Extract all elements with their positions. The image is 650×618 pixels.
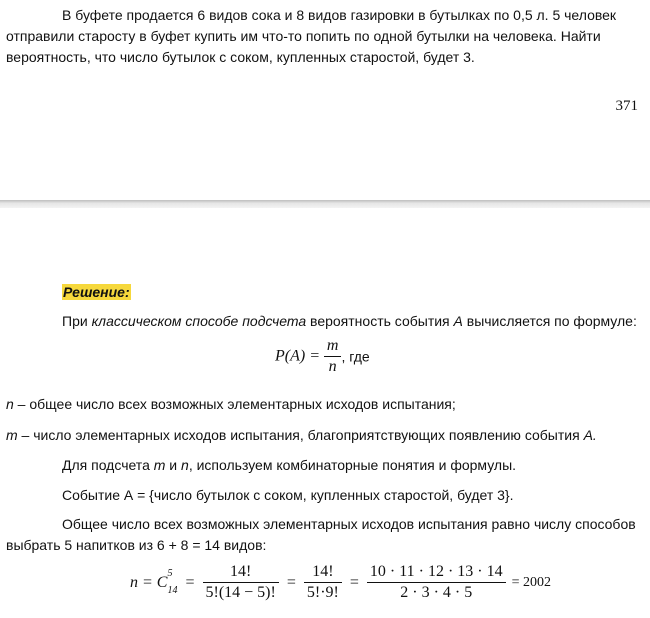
fraction-3-denominator: 2 · 3 · 4 · 5 [400,584,473,601]
page-372 [0,208,650,618]
combination-symbol: n = C [130,573,168,591]
definition-m-event: A. [583,427,597,443]
combination-fraction-2 [304,563,342,602]
fraction-1-denominator: 5!(14 − 5)! [205,584,276,601]
intro-italic-term: классическом способе подсчета [91,313,307,329]
fraction-2-numerator: 14! [304,563,342,583]
combination-fraction-3 [367,563,506,602]
intro-text-middle: вероятность события [306,313,454,329]
combination-calculation [130,563,551,617]
combinatorics-text-start: Для подсчета [62,457,154,473]
fraction-1-numerator: 14! [203,563,279,583]
total-outcomes-line-2: выбрать 5 напитков из 6 + 8 = 14 видов: [6,537,267,553]
intro-text-start: При [62,313,92,329]
combination-fraction-1 [203,563,279,602]
combination-result: = 2002 [511,574,552,590]
formula-lhs: P(A) = [275,347,320,365]
solution-heading: Решение: [63,284,130,300]
definition-m [6,427,597,443]
formula-denominator: n [328,358,337,375]
equals-sign-3: = [349,573,359,591]
intro-paragraph [62,313,637,329]
definition-n [6,396,456,412]
total-outcomes-line-1: Общее число всех возможных элементарных исходов испытания равно числу способов [62,516,636,532]
combination-lhs [130,567,178,596]
page-number: 371 [615,98,638,114]
combination-superscript: 5 [167,567,173,579]
event-definition: Событие А = {число бутылок с соком, купленных старостой, будет 3}. [62,487,514,503]
equals-sign-2: = [286,573,296,591]
fraction-3-numerator: 10 · 11 · 12 · 13 · 14 [367,563,506,583]
page-separator [0,200,650,208]
definition-n-symbol: n [6,396,14,412]
formula-numerator: m [324,337,342,357]
combination-subscript: 14 [167,584,178,596]
combinatorics-n: n [181,457,189,473]
definition-m-text: – число элементарных исходов испытания, благоприятствующих появлению события [17,427,584,443]
intro-text-end: вычисляется по формуле: [462,313,637,329]
combinatorics-text-end: , используем комбинаторные понятия и формулы. [188,457,517,473]
definition-m-symbol: m [6,427,18,443]
intro-event-symbol: A [453,313,463,329]
formula-fraction [324,337,342,376]
combinatorics-and: и [165,457,182,473]
combinatorics-paragraph [62,457,516,473]
probability-formula [275,337,370,389]
formula-suffix: , где [341,348,370,365]
problem-line-3: вероятность, что число бутылок с соком, купленных старостой, будет 3. [6,49,475,65]
definition-n-text: – общее число всех возможных элементарных исходов испытания; [13,396,456,412]
equals-sign-1: = [185,573,195,591]
fraction-2-denominator: 5!·9! [306,584,339,601]
page-371 [0,0,650,200]
combinatorics-m: m [153,457,166,473]
problem-statement [6,5,626,68]
problem-line-1: В буфете продается 6 видов сока и 8 видов газировки в бутылках по 0,5 л. 5 человек [62,7,617,23]
problem-line-2: отправили старосту в буфет купить им что-то попить по одной бутылки на человека. Найти [6,28,601,44]
